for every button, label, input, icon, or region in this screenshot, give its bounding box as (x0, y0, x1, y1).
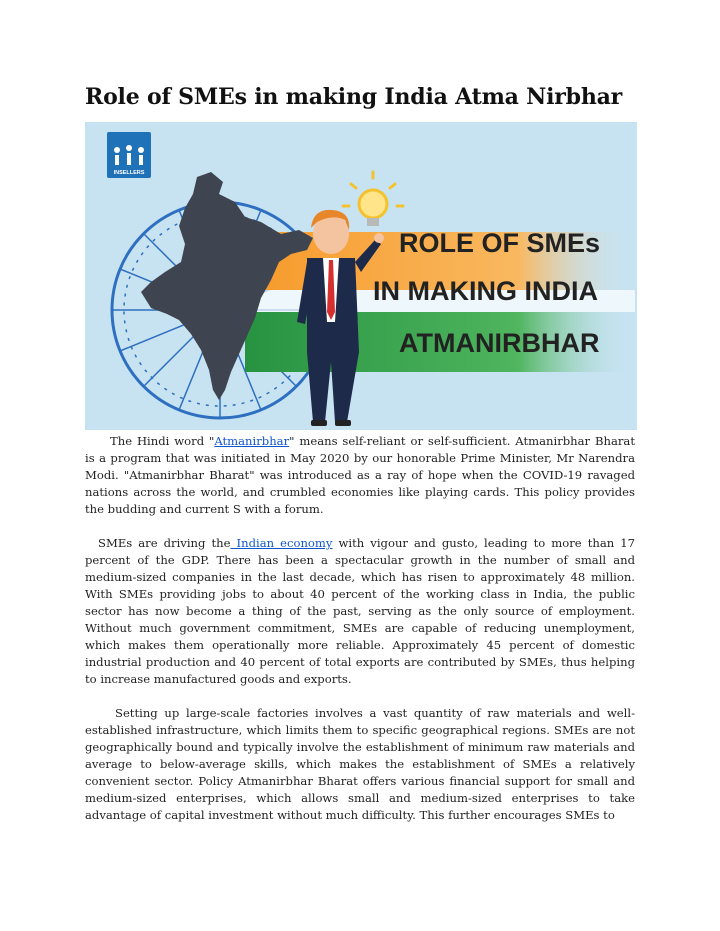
paragraph-3: Setting up large-scale factories involves a vast quantity of raw materials and well-established infrastructure, which limits them to specific geographical regions. SMEs are not geographically bound and typically involve the establishment of minimum raw materials and average to below-average skills, which makes the establishment of SMEs a relatively convenient sector. Policy Atmanirbhar Bharat offers various financial support for small and medium-sized enterprises, which allows small and medium-sized enterprises to take advantage of capital investment without much difficulty. This further encourages SMEs to (85, 706, 635, 822)
indian-economy-link[interactable]: Indian economy (230, 536, 333, 550)
paragraph-1: The Hindi word "Atmanirbhar" means self-reliant or self-sufficient. Atmanirbhar Bharat is a program that was initiated in May 2020 by our honorable Prime Minister, Mr Narendra Modi. "Atmanirbhar Bharat" was introduced as a ray of hope when the COVID-19 ravaged nations across the world, and crumbled economies like playing cards. This policy provides the budding and current S with a forum. (85, 434, 635, 516)
paragraph-2: SMEs are driving the Indian economy with vigour and gusto, leading to more than 17 percent of the GDP. There has been a spectacular growth in the number of small and medium-sized companies in the last decade, which has risen to approximately 48 million. With SMEs providing jobs to about 40 percent of the working class in India, the public sector has now become a thing of the past, serving as the only source of employment. Without much government commitment, SMEs are capable of reducing unemployment, which makes them operationally more reliable. Approximately 45 percent of domestic industrial production and 40 percent of total exports are contributed by SMEs, thus helping to increase manufactured goods and exports. (85, 536, 635, 686)
banner-headline-line1: ROLE OF SMEs (399, 228, 601, 258)
banner-headline-line2: IN MAKING INDIA (373, 276, 598, 306)
logo-text: INSELLERS (113, 170, 145, 176)
page-title: Role of SMEs in making India Atma Nirbhar (85, 84, 623, 110)
banner-headline-line3: ATMANIRBHAR (399, 328, 600, 358)
insellers-logo (107, 132, 151, 178)
banner-image (85, 122, 637, 430)
atmanirbhar-link[interactable]: Atmanirbhar (214, 434, 290, 448)
